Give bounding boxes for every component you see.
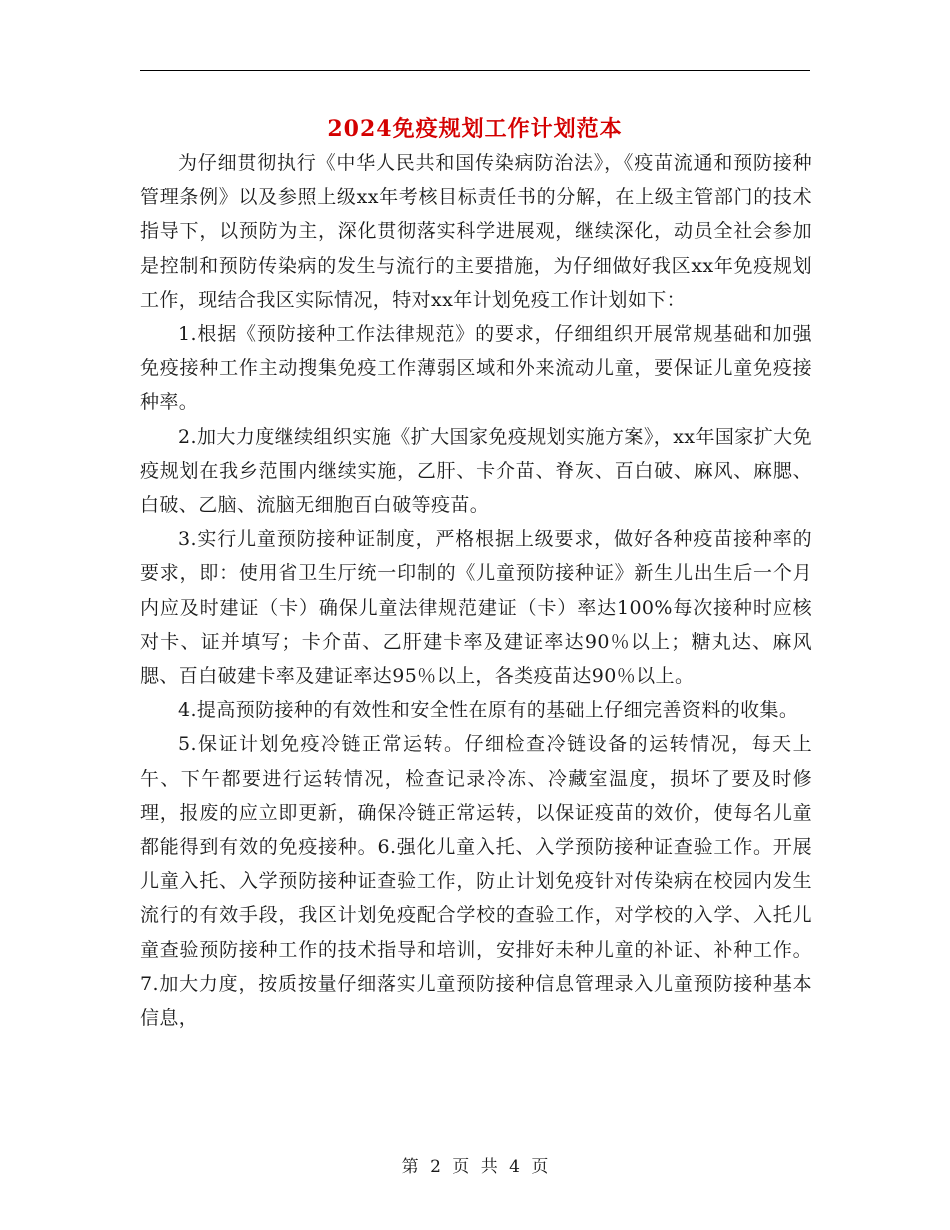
document-title: 2024免疫规划工作计划范本 bbox=[327, 116, 623, 142]
item-3-paragraph: 3.实行儿童预防接种证制度，严格根据上级要求，做好各种疫苗接种率的要求，即：使用省卫生厅统一印制的《儿童预防接种证》新生儿出生后一个月内应及时建证（卡）确保儿童法律规范建证（卡）率达100%每次接种时应核对卡、证并填写；卡介苗、乙肝建卡率及建证率达90％以上；糖丸达、麻风腮、百白破建卡率及建证率达95％以上，各类疫苗达90％以上。 bbox=[140, 528, 812, 688]
header-rule bbox=[140, 70, 810, 71]
item-2-paragraph: 2.加大力度继续组织实施《扩大国家免疫规划实施方案》，xx年国家扩大免疫规划在我乡范围内继续实施，乙肝、卡介苗、脊灰、百白破、麻风、麻腮、白破、乙脑、流脑无细胞百白破等疫苗。 bbox=[140, 425, 812, 517]
page-number-footer: 第 2 页 共 4 页 bbox=[401, 1157, 549, 1177]
item-1-paragraph: 1.根据《预防接种工作法律规范》的要求，仔细组织开展常规基础和加强免疫接种工作主动搜集免疫工作薄弱区域和外来流动儿童，要保证儿童免疫接种率。 bbox=[140, 323, 812, 414]
intro-paragraph: 为仔细贯彻执行《中华人民共和国传染病防治法》，《疫苗流通和预防接种管理条例》以及参照上级xx年考核目标责任书的分解，在上级主管部门的技术指导下，以预防为主，深化贯彻落实科学进展观，继续深化，动员全社会参加是控制和预防传染病的发生与流行的主要措施，为仔细做好我区xx年免疫规划工作，现结合我区实际情况，特对xx年计划免疫工作计划如下： bbox=[140, 152, 812, 311]
document-body bbox=[140, 146, 812, 1035]
item-4-paragraph: 4.提高预防接种的有效性和安全性在原有的基础上仔细完善资料的收集。 bbox=[178, 699, 799, 722]
item-5-paragraph: 5.保证计划免疫冷链正常运转。仔细检查冷链设备的运转情况，每天上午、下午都要进行运转情况，检查记录冷冻、冷藏室温度，损坏了要及时修理，报废的应立即更新，确保冷链正常运转，以保证疫苗的效价，使每名儿童都能得到有效的免疫接种。6.强化儿童入托、入学预防接种证查验工作。开展儿童入托、入学预防接种证查验工作，防止计划免疫针对传染病在校园内发生流行的有效手段，我区计划免疫配合学校的查验工作，对学校的入学、入托儿童查验预防接种工作的技术指导和培训，安排好未种儿童的补证、补种工作。7.加大力度，按质按量仔细落实儿童预防接种信息管理录入儿童预防接种基本信息， bbox=[140, 733, 812, 1030]
